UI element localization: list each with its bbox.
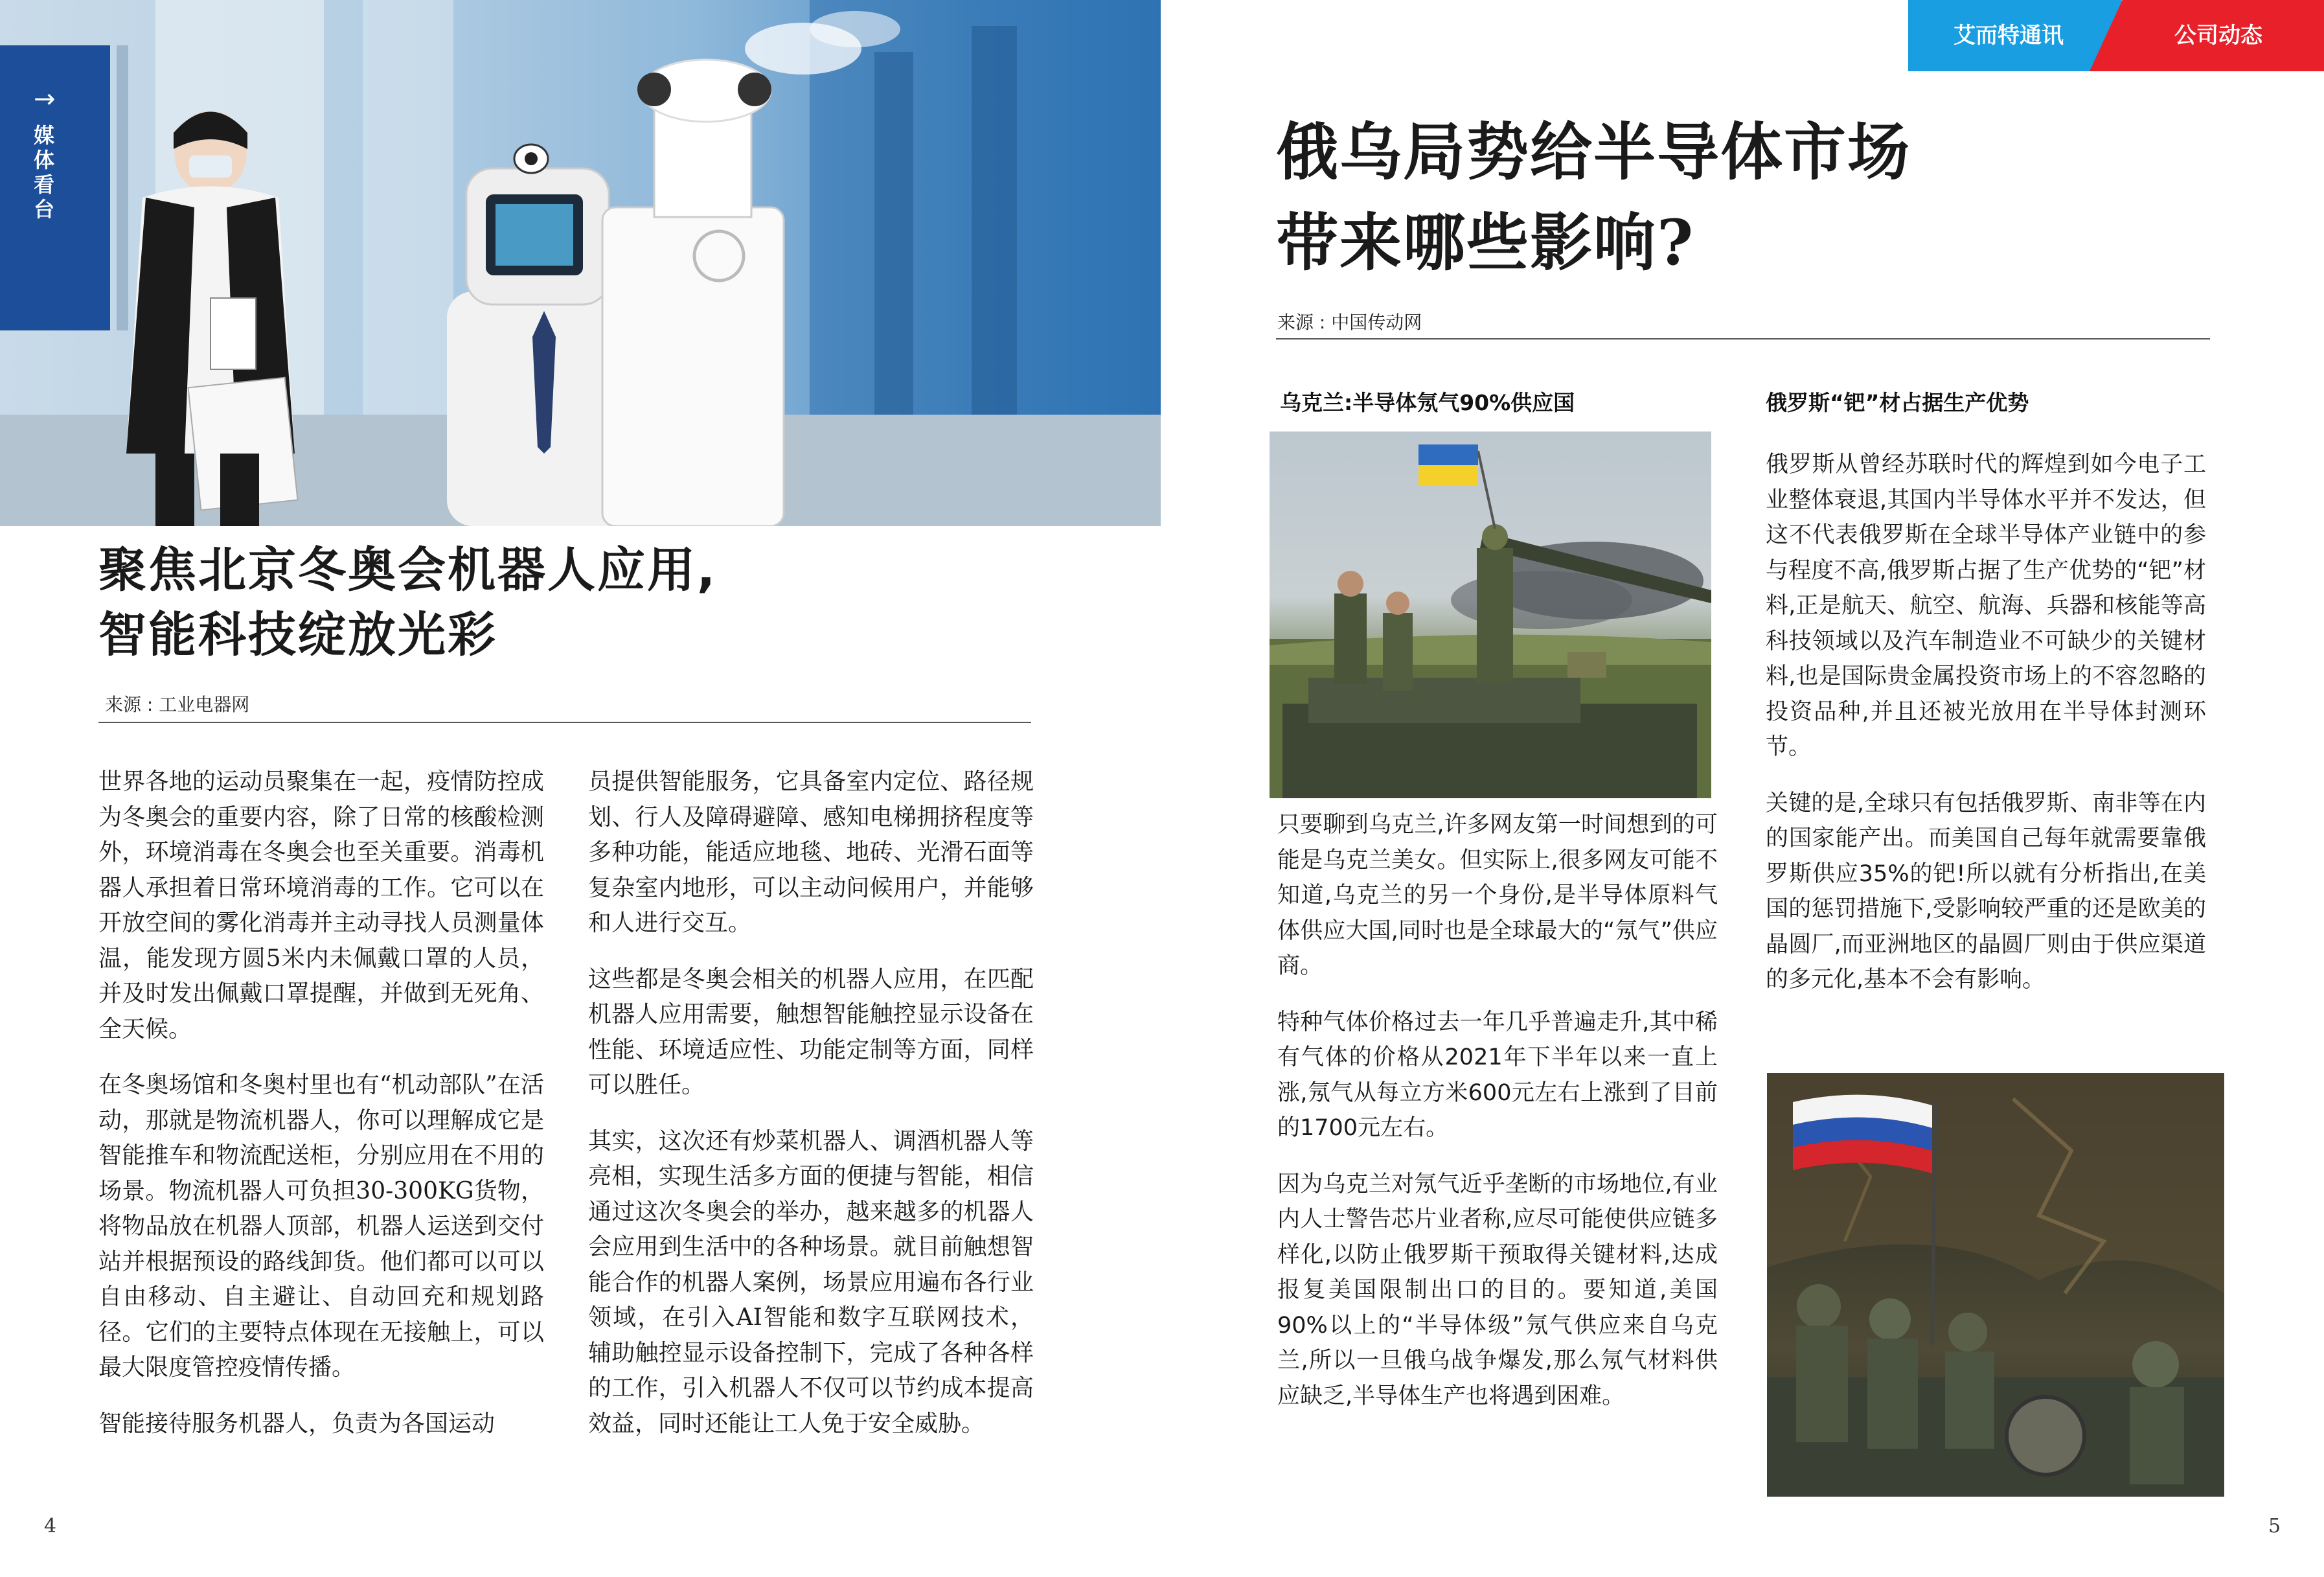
robot-photo: [0, 0, 1161, 526]
left-title-line1: 聚焦北京冬奥会机器人应用,: [98, 542, 718, 598]
ukraine-photo-illustration: [1270, 432, 1711, 798]
left-col1-paragraph-1: 世界各地的运动员聚集在一起，疫情防控成为冬奥会的重要内容，除了日常的核酸检测外，环境消毒在冬奥会也至关重要。消毒机器人承担着日常环境消毒的工作。它可以在开放空间的雾化消毒并主动寻找人员测量体温，能发现方圆5米内未佩戴口罩的人员，并及时发出佩戴口罩提醒，并做到无死角、全天候。: [98, 768, 544, 1042]
left-column-2: [588, 765, 1034, 1462]
right-col1-paragraph-2: 特种气体价格过去一年几乎普遍走升,其中稀有气体的价格从2021年下半年以来一直上涨,氖气从每立方米600元左右上涨到了目前的1700元左右。: [1277, 1009, 1718, 1141]
tag-newsletter-label: 艾而特通讯: [1954, 23, 2064, 49]
right-col1-paragraph-1: 只要聊到乌克兰,许多网友第一时间想到的可能是乌克兰美女。但实际上,很多网友可能不知道,乌克兰的另一个身份,是半导体原料气体供应大国,同时也是全球最大的“氖气”供应商。: [1277, 812, 1718, 979]
right-column-2: [1766, 447, 2206, 1019]
left-col1-paragraph-3: 智能接待服务机器人，负责为各国运动: [98, 1410, 496, 1437]
left-article-title: [98, 538, 1057, 667]
right-col2-heading: 俄罗斯“钯”材占据生产优势: [1766, 390, 2029, 415]
left-col2-paragraph-1: 员提供智能服务，它具备室内定位、路径规划、行人及障碍避障、感知电梯拥挤程度等多种功能，能适应地毯、地砖、光滑石面等复杂室内地形，可以主动问候用户，并能够和人进行交互。: [588, 768, 1034, 936]
left-column-1: [98, 765, 544, 1462]
right-title-line1: 俄乌局势给半导体市场: [1276, 115, 1911, 189]
page-number-right: 5: [2268, 1515, 2281, 1537]
right-title-line2: 带来哪些影响?: [1276, 206, 1695, 279]
right-col2-paragraph-2: 关键的是,全球只有包括俄罗斯、南非等在内的国家能产出。而美国自己每年就需要靠俄罗斯供应35%的钯!所以就有分析指出,在美国的惩罚措施下,受影响较严重的还是欧美的晶圆厂,而亚洲地区的晶圆厂则由于供应渠道的多元化,基本不会有影响。: [1766, 790, 2206, 993]
photo-sign-arrow-icon: →: [34, 84, 56, 114]
left-col2-paragraph-3: 其实，这次还有炒菜机器人、调酒机器人等亮相，实现生活多方面的便捷与智能，相信通过这次冬奥会的举办，越来越多的机器人会应用到生活中的各种场景。就目前触想智能合作的机器人案例，场景应用遍布各行业领域，在引入AI智能和数字互联网技术，辅助触控显示设备控制下，完成了各种各样的工作，引入机器人不仅可以节约成本提高效益，同时还能让工人免于安全威胁。: [588, 1127, 1034, 1437]
tag-company-news-label: 公司动态: [2174, 23, 2262, 49]
ukraine-tank-photo: [1270, 432, 1711, 798]
right-col1-paragraph-3: 因为乌克兰对氖气近乎垄断的市场地位,有业内人士警告芯片业者称,应尽可能使供应链多样化,以防止俄罗斯干预取得关键材料,达成报复美国限制出口的目的。要知道,美国90%以上的“半导体级”氖气供应来自乌克兰,所以一旦俄乌战争爆发,那么氖气材料供应缺乏,半导体生产也将遇到困难。: [1277, 1171, 1718, 1409]
left-source: 来源 : 工业电器网: [105, 694, 250, 715]
right-col2-paragraph-1: 俄罗斯从曾经苏联时代的辉煌到如今电子工业整体衰退,其国内半导体水平并不发达，但这不代表俄罗斯在全球半导体产业链中的参与程度不高,俄罗斯占据了生产优势的“钯”材料,正是航天、航空、航海、兵器和核能等高科技领域以及汽车制造业不可缺少的关键材料,也是国际贵金属投资市场上的不容忽略的投资品种,并且还被光放用在半导体封测环节。: [1766, 452, 2206, 760]
photo-sign-text: 媒体看台: [34, 123, 55, 222]
right-title-rule: [1276, 338, 2210, 340]
russia-photo-illustration: [1767, 1073, 2224, 1497]
left-title-rule: [98, 722, 1031, 723]
right-source: 来源 : 中国传动网: [1277, 312, 1422, 333]
right-column-1: [1277, 807, 1718, 1434]
right-article-title: [1276, 107, 2196, 288]
russia-soldiers-photo: [1767, 1073, 2224, 1497]
left-title-line2: 智能科技绽放光彩: [98, 607, 497, 663]
robot-photo-illustration: [0, 0, 1161, 526]
right-col1-heading: 乌克兰:半导体氖气90%供应国: [1280, 390, 1575, 415]
left-col1-paragraph-2: 在冬奥场馆和冬奥村里也有“机动部队”在活动，那就是物流机器人，你可以理解成它是智能推车和物流配送柜，分别应用在不用的场景。物流机器人可负担30-300KG货物，将物品放在机器人顶部，机器人运送到交付站并根据预设的路线卸货。他们都可以可以自由移动、自主避让、自动回充和规划路径。它们的主要特点体现在无接触上，可以最大限度管控疫情传播。: [98, 1072, 544, 1381]
page-number-left: 4: [44, 1515, 57, 1537]
left-col2-paragraph-2: 这些都是冬奥会相关的机器人应用，在匹配机器人应用需要，触想智能触控显示设备在性能、环境适应性、功能定制等方面，同样可以胜任。: [588, 965, 1034, 1098]
